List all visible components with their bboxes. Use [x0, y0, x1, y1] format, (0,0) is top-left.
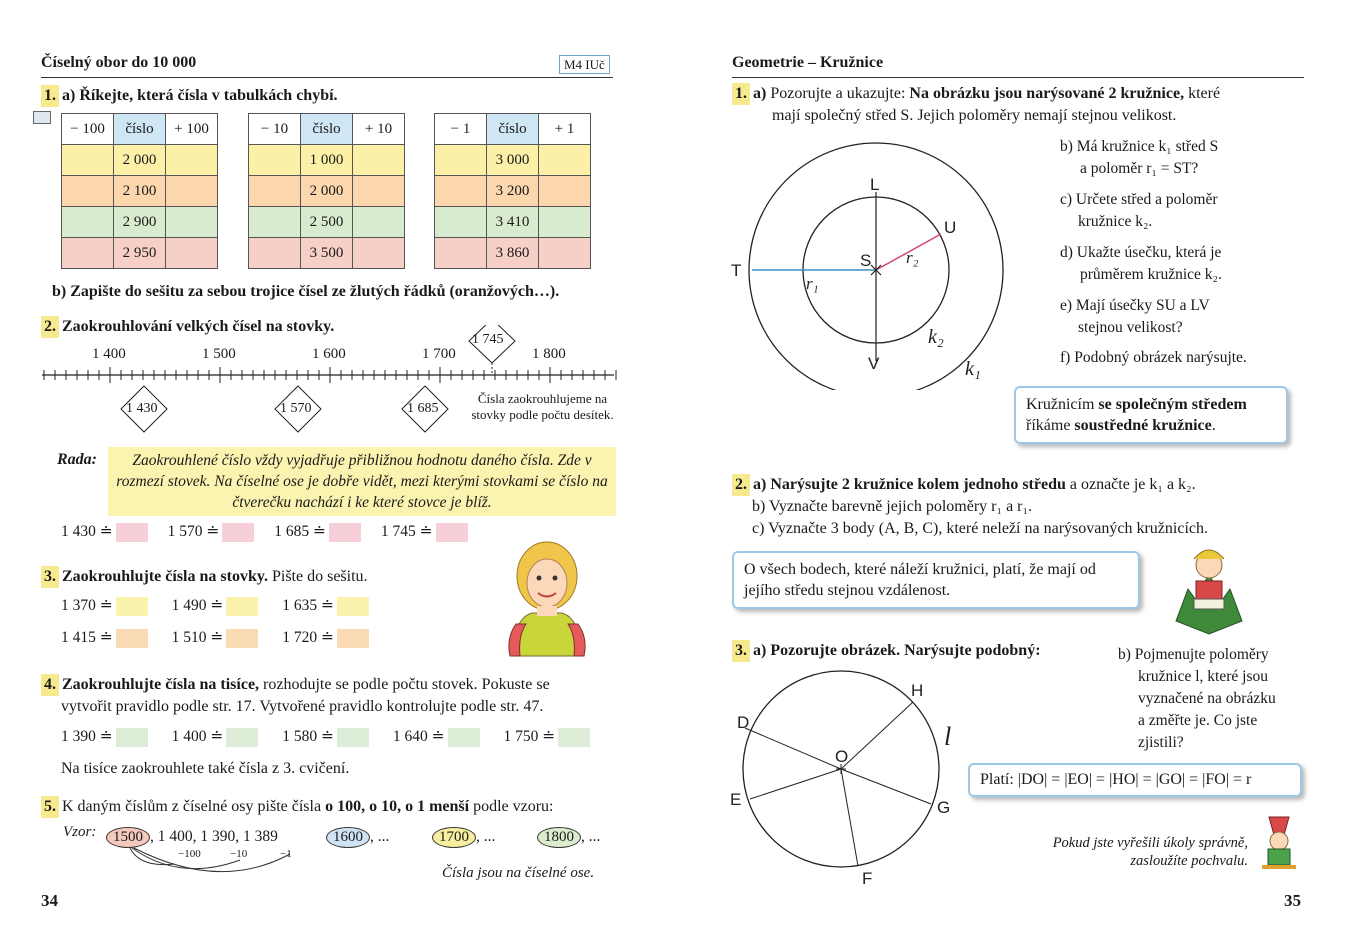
r-ex1-number: 1. [732, 83, 750, 105]
advice-label: Rada: [57, 451, 97, 468]
svg-text:l: l [944, 722, 952, 751]
answer-box[interactable] [329, 523, 361, 542]
axis-label-1700: 1 700 [422, 346, 456, 362]
svg-text:S: S [860, 251, 872, 270]
r-ex1-line1: 1. a) Pozorujte a ukazujte: Na obrázku jsou narýsované 2 kružnice, které [732, 83, 1220, 105]
page-number-right: 35 [1284, 891, 1301, 910]
axis-label-1500: 1 500 [202, 346, 236, 362]
r-ex2-line-a: 2. a) Narýsujte 2 kružnice kolem jednoho středu a označte je k₁ a k₂. [732, 474, 1196, 496]
oval-group-1600: 1600 , ... [326, 827, 389, 848]
answer-box[interactable] [448, 728, 480, 747]
answer-box[interactable] [337, 629, 369, 648]
r-q-f: f) Podobný obrázek narýsujte. [1060, 349, 1247, 366]
diamond-label-1570: 1 570 [280, 401, 312, 416]
svg-text:H: H [911, 681, 924, 700]
r-q-e: e) Mají úsečky SU a LV stejnou velikost? [1060, 297, 1210, 336]
ex1-part-a: a) Říkejte, která čísla v tabulkách chybí. [62, 87, 338, 104]
info-box-circle-points: O všech bodech, které náleží kružnici, platí, že mají od jejího středu stejnou vzdálenost. [732, 551, 1140, 609]
r-q-c: c) Určete střed a poloměr kružnice k₂. [1060, 191, 1218, 230]
ex1-heading [41, 85, 338, 107]
diamond-label-1430: 1 430 [126, 401, 158, 416]
svg-text:F: F [862, 869, 873, 888]
advice-box: Zaokrouhlené číslo vždy vyjadřuje přibližnou hodnotu daného čísla. Zde v rozmezí stovek. Na číselné ose je dobře vidět, mezi kterými stovkami se číslo na čtverečku nachází i ke které stovce je blíž. [108, 447, 616, 516]
svg-text:O: O [835, 747, 849, 766]
r-ex2-number: 2. [732, 474, 750, 496]
svg-text:D: D [737, 713, 750, 732]
r-ex3-number: 3. [732, 640, 750, 662]
header-rule-right [732, 77, 1304, 78]
svg-text:V: V [868, 354, 880, 373]
ex2-answers: 1 430 ≐ 1 570 ≐ 1 685 ≐ 1 745 ≐ [61, 522, 468, 542]
answer-box[interactable] [116, 597, 148, 616]
answer-box[interactable] [337, 728, 369, 747]
ex5-heading: 5. K daným číslům z číselné osy pište čísla o 100, o 10, o 1 menší podle vzoru: [41, 796, 553, 818]
header-rule [41, 77, 613, 78]
oval-group-1700: 1700 , ... [432, 827, 495, 848]
right-header-title: Geometrie – Kružnice [732, 54, 884, 71]
svg-text:L: L [870, 175, 880, 194]
axis-label-1600: 1 600 [312, 346, 346, 362]
ex4-title: Zaokrouhlujte čísla na tisíce, [62, 676, 260, 693]
r-ex3-heading: 3. a) Pozorujte obrázek. Narýsujte podobný: [732, 640, 1041, 662]
table-minus-100: − 100 číslo + 100 2 000 2 100 2 900 2 950 [61, 113, 218, 269]
step-1: −1 [280, 848, 292, 860]
circle-l-figure [728, 665, 968, 890]
ex4-answers: 1 390 ≐ 1 400 ≐ 1 580 ≐ 1 640 ≐ 1 750 ≐ [61, 727, 590, 747]
svg-text:G: G [937, 798, 951, 817]
ex1-part-b: b) Zapište do sešitu za sebou trojice čísel ze žlutých řádků (oranžových…). [52, 283, 560, 300]
praise-gnome-icon [1254, 815, 1304, 873]
ex3-title: Zaokrouhlujte čísla na stovky. [62, 568, 268, 585]
oval-1500: 1500 [106, 827, 150, 848]
girl-illustration [502, 528, 592, 658]
svg-text:r₁: r₁ [806, 274, 819, 293]
ex5-number: 5. [41, 796, 59, 818]
svg-text:T: T [731, 261, 742, 280]
table-minus-10: − 10 číslo + 10 1 000 2 000 2 500 3 500 [248, 113, 405, 269]
svg-text:k₁: k₁ [965, 358, 981, 380]
computer-icon [33, 111, 51, 124]
answer-box[interactable] [116, 629, 148, 648]
ex3-heading: 3. Zaokrouhlujte čísla na stovky. Pište do sešitu. [41, 566, 368, 588]
left-header-title: Číselný obor do 10 000 [41, 54, 197, 71]
ex3-row1: 1 370 ≐ 1 490 ≐ 1 635 ≐ [61, 596, 369, 616]
r-q-d: d) Ukažte úsečku, která je průměrem kružnice k₂. [1060, 244, 1222, 283]
answer-box[interactable] [116, 728, 148, 747]
diamond-label-1685: 1 685 [407, 401, 439, 416]
ex3-row2: 1 415 ≐ 1 510 ≐ 1 720 ≐ [61, 628, 369, 648]
svg-text:k₂: k₂ [928, 326, 944, 348]
ex5-footer: Čísla jsou na číselné ose. [442, 865, 595, 881]
svg-text:U: U [944, 218, 957, 237]
r-ex1-line2: mají společný střed S. Jejich poloměry nemají stejnou velikost. [772, 107, 1177, 124]
ex4-note: Na tisíce zaokrouhlete také čísla z 3. cvičení. [61, 760, 350, 777]
r-q-b: b) Má kružnice k₁ střed S a poloměr r₁ = ST? [1060, 138, 1219, 177]
praise-text: Pokud jste vyřešili úkoly správně, zasloužíte pochvalu. [1052, 835, 1248, 869]
answer-box[interactable] [226, 597, 258, 616]
answer-box[interactable] [226, 629, 258, 648]
ex2-number: 2. [41, 316, 59, 338]
r-ex2-line-b: b) Vyznačte barevně jejich poloměry r₁ a r₁. [752, 498, 1033, 515]
oval-group-1800: 1800 , ... [537, 827, 600, 848]
table-minus-1: − 1 číslo + 1 3 000 3 200 3 410 3 860 [434, 113, 591, 269]
info-box-concentric: Kružnicím se společným středem říkáme soustředné kružnice. [1014, 386, 1288, 444]
vzor-label: Vzor: [63, 824, 97, 840]
r-ex2-line-c: c) Vyznačte 3 body (A, B, C), které neleží na narýsovaných kružnicích. [752, 520, 1208, 537]
number-line [38, 325, 618, 445]
axis-label-1400: 1 400 [92, 346, 126, 362]
ex2-title: Zaokrouhlování velkých čísel na stovky. [62, 318, 335, 335]
info-box-radii: Platí: |DO| = |EO| = |HO| = |GO| = |FO| = r [968, 763, 1302, 797]
answer-box[interactable] [436, 523, 468, 542]
ex4-text2: vytvořit pravidlo podle str. 17. Vytvořené pravidlo kontrolujte podle str. 47. [61, 698, 544, 715]
diamond-label-1745: 1 745 [472, 332, 504, 347]
answer-box[interactable] [222, 523, 254, 542]
concentric-circles-figure [728, 135, 1018, 390]
r-ex3-b: b) Pojmenujte poloměry kružnice l, které jsou vyznačené na obrázku a změřte je. Co jste zjistili? [1118, 646, 1276, 751]
answer-box[interactable] [226, 728, 258, 747]
ex1-number: 1. [41, 85, 59, 107]
svg-text:r₂: r₂ [906, 248, 919, 267]
answer-box[interactable] [558, 728, 590, 747]
ex3-number: 3. [41, 566, 59, 588]
gnome-illustration [1168, 541, 1250, 636]
answer-box[interactable] [337, 597, 369, 616]
step-100: −100 [178, 848, 201, 860]
ex4-number: 4. [41, 674, 59, 696]
axis-label-1800: 1 800 [532, 346, 566, 362]
header-badge: M4 IUč [559, 55, 610, 74]
answer-box[interactable] [116, 523, 148, 542]
vzor-example: 1500 , 1 400, 1 390, 1 389 [106, 827, 278, 848]
number-line-note: Čísla zaokrouhlujeme na stovky podle počtu desítek. [471, 391, 614, 422]
step-10: −10 [230, 848, 248, 860]
page-number-left: 34 [41, 891, 58, 910]
ex4-heading: 4. Zaokrouhlujte čísla na tisíce, rozhodujte se podle počtu stovek. Pokuste se [41, 674, 616, 696]
svg-text:E: E [730, 790, 742, 809]
